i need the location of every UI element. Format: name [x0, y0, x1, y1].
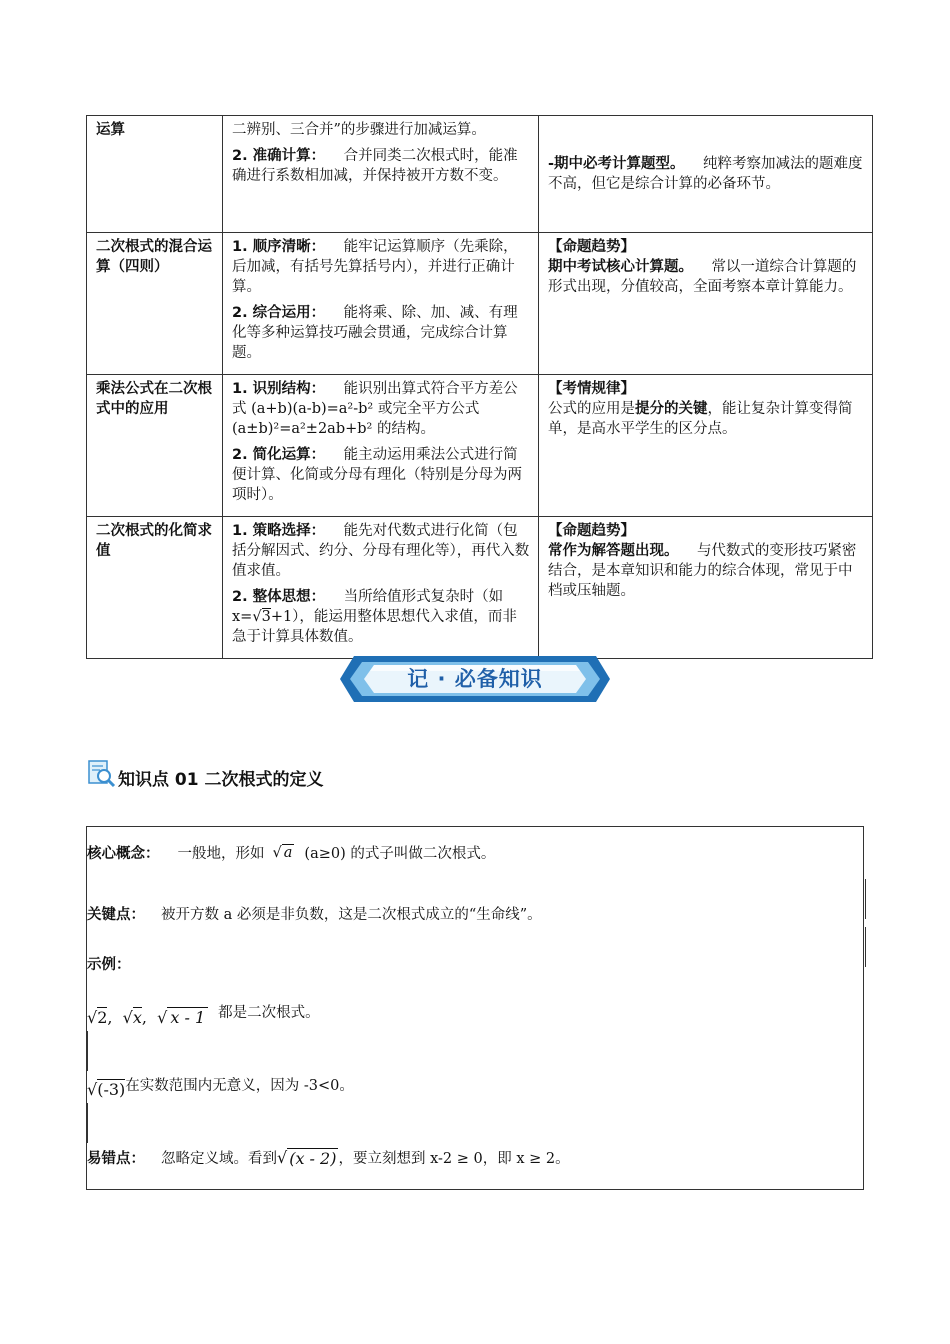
- sqrt-sign-icon: √: [122, 1007, 133, 1027]
- divider: [87, 1031, 88, 1071]
- point-lead: 2. 简化运算：: [232, 447, 326, 463]
- core-label: 核心概念：: [87, 846, 160, 862]
- point-text: 能识别出算式符合平方差公式 (a+b)(a-b)=a²-b² 或完全平方公式(a±b)²=a²±2ab+b² 的结构。: [232, 381, 518, 437]
- trend-head: 【命题趋势】: [548, 239, 635, 255]
- point-lead: 2. 准确计算：: [232, 148, 326, 164]
- error-post: ，要立刻想到 x-2 ≥ 0，即 x ≥ 2。: [338, 1151, 570, 1167]
- sqrt-sign-icon: √: [157, 1007, 168, 1027]
- point-text: 合并同类二次根式时，能准确进行系数相加减，并保持被开方数不变。: [232, 148, 518, 184]
- trend-cell: [539, 517, 873, 659]
- point-text: 能将乘、除、加、减、有理化等多种运算技巧融会贯通，完成综合计算题。: [232, 305, 518, 361]
- definition-box: [86, 826, 864, 1190]
- points-cell: [223, 233, 539, 375]
- topic-cell: 运算: [87, 116, 223, 233]
- divider: [865, 879, 866, 919]
- radicand: a: [283, 845, 293, 861]
- trend-text: 纯粹考察加减法的题难度不高，但它是综合计算的必备环节。: [548, 155, 863, 192]
- point: [232, 146, 530, 186]
- point-text: 能主动运用乘法公式进行简便计算、化简或分母有理化（特别是分母为两项时）。: [232, 447, 522, 503]
- topic-cell: 二次根式的混合运算（四则）: [87, 233, 223, 375]
- objectives-table: [86, 115, 873, 659]
- trend-bold: 提分的关键: [635, 401, 708, 417]
- radicand: (-3): [97, 1080, 126, 1099]
- trend-cell: [539, 233, 873, 375]
- trend-bold: 常作为解答题出现。: [548, 543, 679, 559]
- trend-bold: 期中考试核心计算题。: [548, 259, 693, 275]
- point-lead: 1. 策略选择：: [232, 523, 326, 539]
- core-pre: 一般地，形如: [177, 846, 265, 862]
- banner-title: 记 · 必备知识: [407, 667, 543, 691]
- trend-text: ，能让复杂计算变得简单，是高水平学生的区分点。: [548, 401, 853, 437]
- error-label: 易错点：: [87, 1151, 145, 1167]
- radicand: (x - 2): [289, 1148, 337, 1168]
- key-text: 被开方数 a 必须是非负数，这是二次根式成立的“生命线”。: [161, 907, 542, 923]
- key-point-row: [87, 903, 542, 924]
- sqrt-sign-icon: √: [272, 844, 282, 861]
- trend-cell: [539, 116, 873, 233]
- sqrt-sign-icon: √: [277, 1148, 288, 1167]
- divider: [87, 1103, 88, 1143]
- point-lead: 2. 整体思想：: [232, 589, 326, 605]
- point-lead: 1. 顺序清晰：: [232, 239, 326, 255]
- points-cell: [223, 116, 539, 233]
- trend-head: 【考情规律】: [548, 381, 635, 397]
- trend-text: 常以一道综合计算题的形式出现，分值较高，全面考察本章计算能力。: [548, 259, 857, 295]
- sqrt-sign-icon: √: [87, 1007, 98, 1027]
- knowledge-heading: [88, 757, 324, 790]
- magnifier-document-icon: [88, 760, 116, 788]
- topic-cell: 乘法公式在二次根式中的应用: [87, 375, 223, 517]
- table-row: [87, 233, 873, 375]
- divider: [865, 927, 866, 967]
- topic-cell: 二次根式的化简求值: [87, 517, 223, 659]
- point-lead: 2. 综合运用：: [232, 305, 326, 321]
- example-1-text: 都是二次根式。: [218, 1004, 320, 1021]
- table-row: [87, 517, 873, 659]
- section-banner: [340, 654, 610, 704]
- trend-text: 与代数式的变形技巧紧密结合，是本章知识和能力的综合体现，常见于中档或压轴题。: [548, 543, 857, 599]
- point-text: 能牢记运算顺序（先乘除，后加减，有括号先算括号内），并进行正确计算。: [232, 239, 518, 295]
- point-text: +1），能运用整体思想代入求值，而非急于计算具体数值。: [232, 609, 517, 645]
- point-text: 二辨别、三合并”的步骤进行加减运算。: [232, 122, 486, 138]
- error-pre: 忽略定义域。看到: [161, 1151, 277, 1167]
- table-row: [87, 375, 873, 517]
- trend-head: 【命题趋势】: [548, 523, 635, 539]
- point-lead: 1. 识别结构：: [232, 381, 326, 397]
- example-label: 示例：: [87, 957, 131, 973]
- example-2-row: [87, 1079, 354, 1099]
- key-label: 关键点：: [87, 907, 145, 923]
- radicand: x: [132, 1008, 142, 1027]
- radicand: 2: [97, 1008, 108, 1027]
- points-cell: [223, 517, 539, 659]
- radicand: x - 1: [167, 1007, 208, 1027]
- sqrt-sign-icon: √: [252, 609, 262, 625]
- trend-cell: [539, 375, 873, 517]
- common-error-row: [87, 1147, 570, 1168]
- points-cell: [223, 375, 539, 517]
- core-concept-row: [87, 842, 495, 863]
- core-post: (a≥0) 的式子叫做二次根式。: [304, 846, 496, 862]
- sqrt-sign-icon: √: [87, 1079, 98, 1099]
- trend-pre: 公式的应用是: [548, 401, 635, 417]
- table-row: [87, 116, 873, 233]
- point-text: 当所给值形式复杂时（如 x=: [232, 589, 504, 625]
- example-label-row: [87, 953, 131, 974]
- knowledge-title: 知识点 01 二次根式的定义: [118, 770, 324, 790]
- example-2-text: 在实数范围内无意义，因为 -3<0。: [125, 1077, 354, 1094]
- point-text: 能先对代数式进行化简（包括分解因式、约分、分母有理化等），再代入数值求值。: [232, 523, 530, 579]
- trend-bold: -期中必考计算题型。: [548, 155, 685, 172]
- example-1-row: √ 2 , √ x , √ x - 1 都是二次根式。: [87, 1007, 320, 1027]
- radicand: 3: [261, 609, 271, 625]
